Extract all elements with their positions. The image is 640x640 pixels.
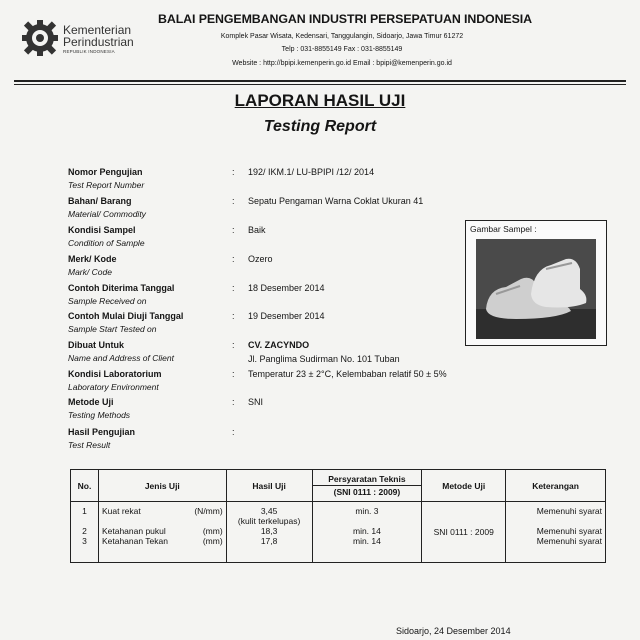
table-row: 1 Kuat rekat (N/mm) 3,45 (kulit terkelupas) min. 3 SNI 0111 : 2009 Memenuhi syarat [71, 502, 606, 527]
ministry-logo [20, 16, 170, 66]
header-test-type: Jenis Uji [98, 470, 226, 502]
logo-line1: Kementerian [63, 23, 132, 37]
field-mark: Merk/ Kode Mark/ Code [68, 254, 117, 277]
institution-website: Website : http://bpipi.kemenperin.go.id Email : bpipi@kemenperin.go.id [232, 60, 452, 67]
field-report-number: Nomor Pengujian Test Report Number [68, 167, 145, 190]
field-colon: : [232, 254, 235, 264]
field-value-lab-environment: Temperatur 23 ± 2°C, Kelembaban relatif 50 ± 5% [248, 369, 447, 379]
field-method: Metode Uji Testing Methods [68, 397, 131, 420]
field-lab-environment: Kondisi Laboratorium Laboratory Environment [68, 369, 162, 392]
header-divider [14, 80, 626, 82]
header-divider-thin [14, 84, 626, 85]
field-client: Dibuat Untuk Name and Address of Client [68, 340, 174, 363]
header-requirement: Persyaratan Teknis (SNI 0111 : 2009) [312, 470, 422, 502]
field-value-start-tested: 19 Desember 2014 [248, 311, 325, 321]
field-colon: : [232, 167, 235, 177]
results-table [70, 469, 606, 563]
field-colon: : [232, 397, 235, 407]
table-row: 2 Ketahanan pukul (mm) 18,3 min. 14 Memenuhi syarat [71, 526, 606, 536]
field-value-report-number: 192/ IKM.1/ LU-BPIPI /12/ 2014 [248, 167, 375, 177]
header-method: Metode Uji [422, 470, 506, 502]
field-value-client: CV. ZACYNDO [248, 340, 310, 350]
logo-line2: Perindustrian [63, 35, 134, 49]
field-colon: : [232, 427, 235, 437]
field-material: Bahan/ Barang Material/ Commodity [68, 196, 146, 219]
field-start-tested: Contoh Mulai Diuji Tanggal Sample Start Tested on [68, 311, 184, 334]
institution-name: BALAI PENGEMBANGAN INDUSTRI PERSEPATUAN INDONESIA [158, 12, 532, 26]
header-result: Hasil Uji [226, 470, 312, 502]
field-colon: : [232, 225, 235, 235]
field-colon: : [232, 283, 235, 293]
report-subtitle: Testing Report [263, 118, 377, 135]
field-colon: : [232, 340, 235, 350]
field-value-received: 18 Desember 2014 [248, 283, 325, 293]
table-row: 3 Ketahanan Tekan (mm) 17,8 min. 14 Memenuhi syarat [71, 536, 606, 563]
header-notes: Keterangan [506, 470, 606, 502]
header-no: No. [71, 470, 99, 502]
peel-note: (kulit terkelupas) [237, 516, 301, 526]
table-header-row [71, 470, 606, 502]
report-title: LAPORAN HASIL UJI [234, 91, 406, 110]
field-colon: : [232, 369, 235, 379]
field-test-result: Hasil Pengujian Test Result [68, 427, 136, 450]
sample-image-caption: Gambar Sampel : [470, 224, 537, 234]
institution-phone: Telp : 031-8855149 Fax : 031-8855149 [281, 46, 403, 53]
place-date: Sidoarjo, 24 Desember 2014 [396, 626, 511, 636]
field-value-client-address: Jl. Panglima Sudirman No. 101 Tuban [248, 354, 400, 364]
field-value-condition: Baik [248, 225, 266, 235]
field-value-mark: Ozero [248, 254, 273, 264]
institution-address: Komplek Pasar Wisata, Kedensari, Tanggulangin, Sidoarjo, Jawa Timur 61272 [220, 33, 464, 40]
field-received: Contoh Diterima Tanggal Sample Received on [68, 283, 175, 306]
logo-line3: REPUBLIK INDONESIA [63, 49, 115, 54]
shoe-photo-icon [476, 239, 596, 339]
institution-header [158, 12, 532, 67]
field-condition: Kondisi Sampel Condition of Sample [68, 225, 145, 248]
sample-image-box [465, 220, 607, 346]
field-colon: : [232, 196, 235, 206]
method-merged-cell: SNI 0111 : 2009 [422, 502, 506, 563]
field-value-material: Sepatu Pengaman Warna Coklat Ukuran 41 [248, 196, 424, 206]
gear-logo-icon [20, 18, 60, 58]
field-value-method: SNI [248, 397, 264, 407]
field-colon: : [232, 311, 235, 321]
